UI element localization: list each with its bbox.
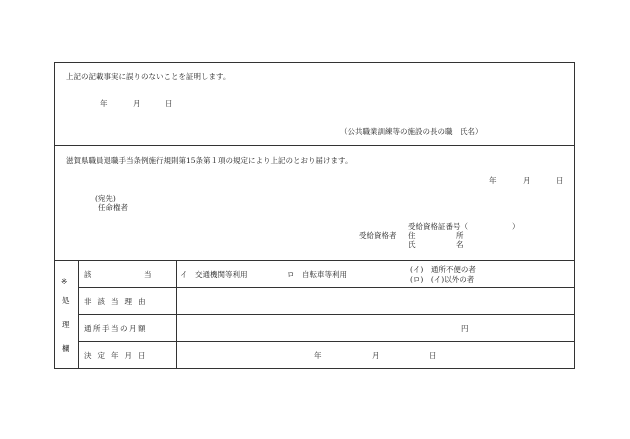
cert-number-close: ） [512,222,520,231]
option-transport: イ 交通機関等利用 [180,270,248,279]
side-label-2: 理 [62,320,70,329]
decision-day: 日 [429,351,437,360]
cert-date-day: 日 [165,99,173,108]
row-line-1 [78,287,575,288]
name-label-2: 名 [456,240,464,249]
decision-year: 年 [314,351,322,360]
decision-date-label: 決定年月日 [84,351,152,360]
frame-bottom-line [54,368,575,369]
sub-option-inconvenient: (イ) 通所不便の者 [410,265,476,274]
yen-unit: 円 [461,324,469,333]
applicable-label: 該 当 [84,270,152,279]
certifier-caption: （公共職業訓練等の施設の長の職 氏名） [340,127,483,136]
non-applicable-label: 非該当理由 [84,297,152,306]
frame-top-line [54,62,575,63]
row-line-3 [78,341,575,342]
notif-date-day: 日 [556,176,564,185]
sub-option-other: (ロ) (イ)以外の者 [410,275,475,284]
frame-left-line [54,62,55,369]
cert-number-label: 受給資格証番号（ [408,222,468,231]
decision-month: 月 [372,351,380,360]
address-label-2: 所 [456,231,464,240]
section-divider-2 [54,260,575,261]
addressee: 任命権者 [98,203,128,212]
certification-statement: 上記の記載事実に誤りのないことを証明します。 [66,72,231,81]
row-line-2 [78,314,575,315]
monthly-amount-label: 通所手当の月額 [84,324,147,333]
side-label-3: 欄 [62,344,70,353]
side-label-1: 処 [62,296,70,305]
side-mark: ※ [61,277,68,286]
option-bicycle: ロ 自転車等利用 [287,270,347,279]
cert-date-month: 月 [133,99,141,108]
recipient-label: 受給資格者 [359,231,397,240]
addressee-prefix: (宛先) [95,194,116,203]
frame-right-line [574,62,575,369]
section-divider-1 [54,145,575,146]
notif-date-month: 月 [523,176,531,185]
notification-statement: 滋賀県職員退職手当条例施行規則第15条第１項の規定により上記のとおり届けます。 [66,156,353,165]
name-label-1: 氏 [408,240,416,249]
notif-date-year: 年 [489,176,497,185]
cert-date-year: 年 [100,99,108,108]
address-label-1: 住 [408,231,416,240]
